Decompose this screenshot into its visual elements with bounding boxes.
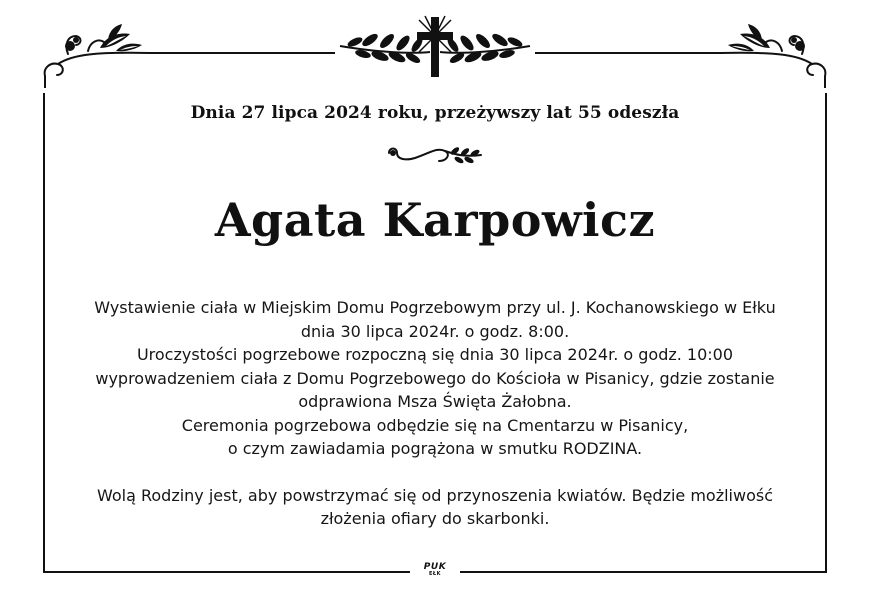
top-line-left bbox=[150, 52, 335, 54]
intro-text: Dnia 27 lipca 2024 roku, przeżywszy lat 55 odeszła bbox=[190, 103, 680, 123]
logo-main-text: PUK bbox=[423, 562, 447, 572]
logo-sub-text: EŁK bbox=[428, 571, 441, 577]
divider-flourish-icon bbox=[385, 143, 485, 173]
cross-icon bbox=[417, 16, 453, 77]
corner-flourish-icon bbox=[712, 18, 832, 88]
cross-with-laurel-icon bbox=[335, 12, 535, 82]
body-line: wyprowadzeniem ciała z Domu Pogrzebowego do Kościoła w Pisanicy, gdzie zostanie bbox=[95, 368, 775, 388]
frame-left-border bbox=[43, 93, 45, 573]
note-line: Wolą Rodziny jest, aby powstrzymać się od przynoszenia kwiatów. Będzie możliwość bbox=[96, 485, 774, 505]
frame-bottom-border-left bbox=[43, 571, 410, 573]
paragraph-gap bbox=[55, 461, 815, 484]
body-line: Uroczystości pogrzebowe rozpoczną się dnia 30 lipca 2024r. o godz. 10:00 bbox=[136, 345, 734, 364]
corner-flourish-icon bbox=[38, 18, 158, 88]
top-line-right bbox=[535, 52, 720, 54]
body-line: odprawiona Msza Święta Żałobna. bbox=[298, 392, 572, 411]
body-line: Wystawienie ciała w Miejskim Domu Pogrzebowym przy ul. J. Kochanowskiego w Ełku bbox=[94, 298, 776, 317]
deceased-name: Agata Karpowicz bbox=[214, 193, 656, 247]
body-line: Ceremonia pogrzebowa odbędzie się na Cmentarzu w Pisanicy, bbox=[181, 415, 689, 435]
laurel-branch-icon bbox=[340, 32, 430, 65]
note-line: złożenia ofiary do skarbonki. bbox=[320, 509, 550, 528]
laurel-branch-icon bbox=[440, 32, 530, 65]
funeral-details bbox=[55, 296, 815, 531]
frame-right-border bbox=[825, 93, 827, 573]
company-logo bbox=[418, 563, 452, 577]
body-line: dnia 30 lipca 2024r. o godz. 8:00. bbox=[300, 321, 570, 341]
frame-bottom-border-right bbox=[460, 571, 827, 573]
body-line: o czym zawiadamia pogrążona w smutku RODZINA. bbox=[227, 439, 643, 458]
